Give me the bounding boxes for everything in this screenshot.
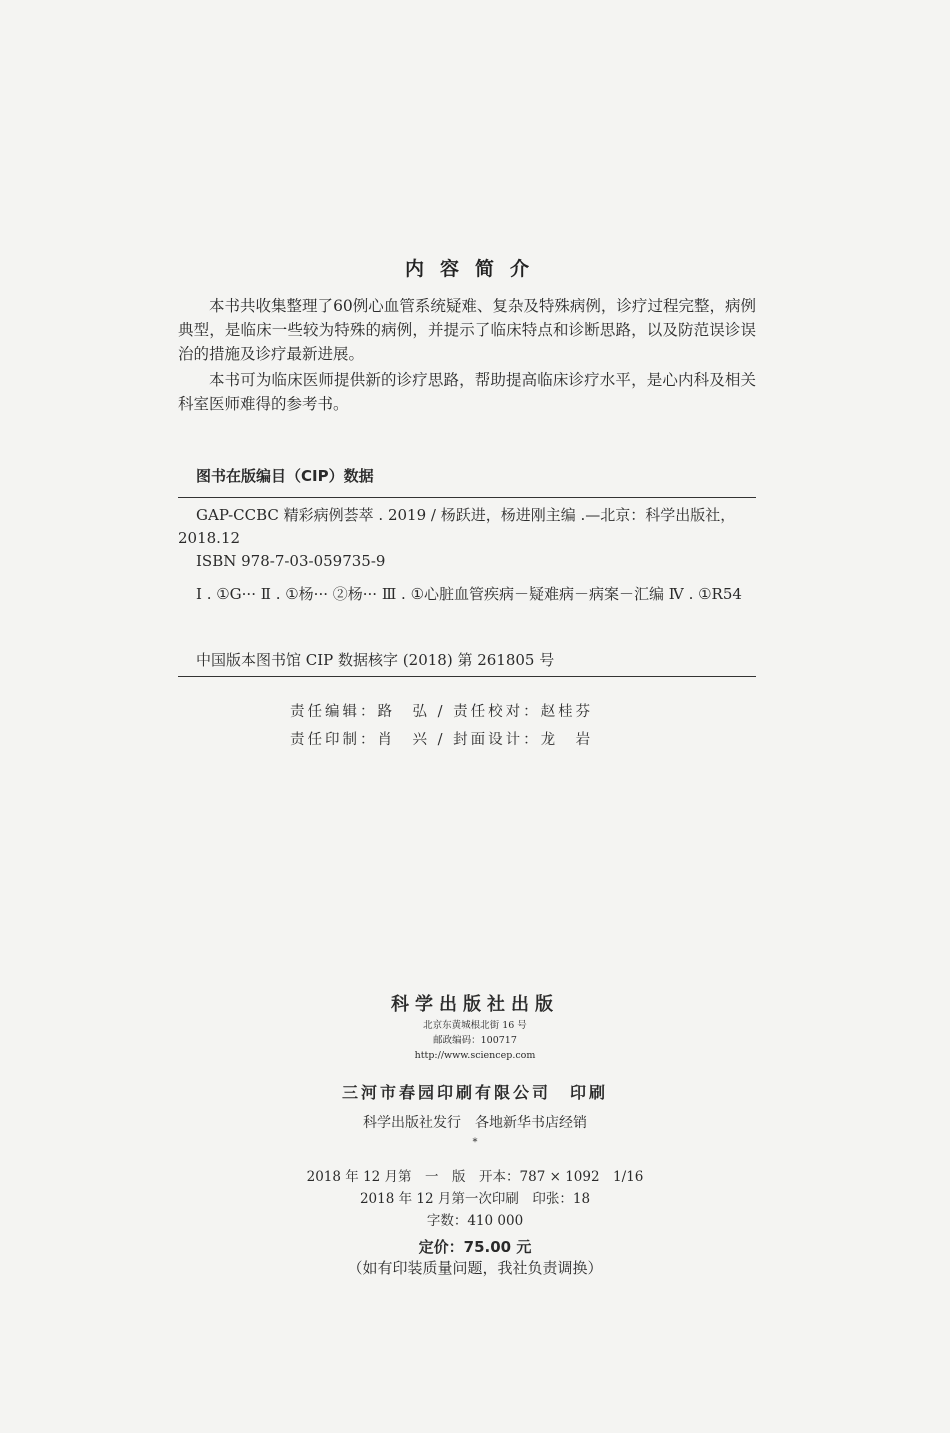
cip-top-rule (178, 497, 756, 498)
cip-record-block (178, 649, 756, 672)
edition-line: 2018 年 12 月第 一 版 开本：787 × 1092 1/16 (306, 1169, 644, 1185)
publisher-address: 北京东黄城根北街 16 号 (423, 1020, 527, 1031)
cip-record: 中国版本图书馆 CIP 数据核字 (2018) 第 261805 号 (196, 651, 555, 669)
word-count: 字数：410 000 (426, 1213, 524, 1229)
cip-classification-block (178, 583, 756, 606)
intro-section (178, 294, 756, 418)
intro-paragraph: 本书共收集整理了60例心血管系统疑难、复杂及特殊病例，诊疗过程完整，病例典型，是临床一些较为特殊的病例，并提示了临床特点和诊断思路，以及防范误诊误治的措施及诊疗最新进展。 (178, 297, 756, 363)
cip-bottom-rule (178, 676, 756, 677)
impression-line: 2018 年 12 月第一次印刷 印张：18 (359, 1191, 591, 1207)
intro-paragraph: 本书可为临床医师提供新的诊疗思路，帮助提高临床诊疗水平，是心内科及相关科室医师难得的参考书。 (178, 371, 756, 413)
distribution-info: 科学出版社发行 各地新华书店经销 (363, 1115, 587, 1131)
cip-entry-block (178, 504, 756, 573)
staff-line-editor: 责任编辑：路 弘 / 责任校对：赵桂芬 (290, 704, 594, 720)
printer-name: 三河市春园印刷有限公司 印刷 (341, 1083, 608, 1102)
separator-star: * (472, 1137, 478, 1148)
price: 定价：75.00 元 (418, 1238, 532, 1256)
staff-credits (290, 698, 593, 754)
cip-title: 图书在版编目（CIP）数据 (196, 467, 374, 485)
quality-note: （如有印装质量问题，我社负责调换） (347, 1259, 603, 1277)
staff-line-printing: 责任印制：肖 兴 / 封面设计：龙 岩 (290, 732, 594, 748)
intro-title: 内容简介 (404, 258, 545, 280)
cip-classification: Ⅰ . ①G··· Ⅱ . ①杨··· ②杨··· Ⅲ . ①心脏血管疾病－疑难病－病案－汇编 Ⅳ . ①R54 (196, 585, 742, 603)
cip-isbn: ISBN 978-7-03-059735-9 (196, 552, 386, 570)
publisher-url: http://www.sciencep.com (414, 1050, 536, 1061)
publisher-postcode: 邮政编码：100717 (433, 1035, 517, 1046)
print-specs (0, 1166, 950, 1232)
cip-entry: GAP-CCBC 精彩病例荟萃 . 2019 / 杨跃进，杨进刚主编 .—北京：科学出版社，2018.12 (178, 506, 736, 547)
publisher-name: 科学出版社出版 (391, 994, 559, 1015)
